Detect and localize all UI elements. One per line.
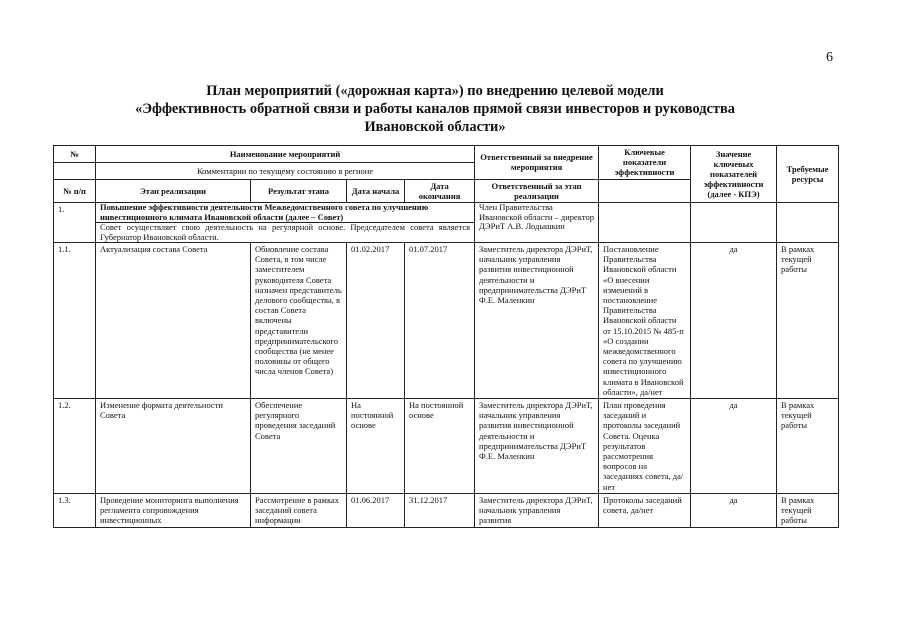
header-responsible: Ответственный за внедрение мероприятия (475, 146, 599, 180)
header-name: Наименование мероприятий (96, 146, 475, 163)
row-kpi-value: да (691, 399, 777, 494)
section-title: Повышение эффективности деятельности Межведомственного совета по улучшению инвестиционного климата Ивановской области (далее – Совет) (96, 203, 475, 223)
row-kpi: Постановление Правительства Ивановской области «О внесении изменений в постановление Правительства Ивановской области от 15.10.2015 № 485-п «О создании межведомственного совета по улучшению инвестиционного климата в Ивановской области», да/нет (599, 243, 691, 399)
section-kpi-empty (599, 203, 691, 243)
header-end: Дата окончания (405, 179, 475, 202)
row-responsible: Заместитель директора ДЭРиТ, начальник управления развития инвестиционной деятельности и предпринимательства ДЭРиТ Ф.Е. Маленкин (475, 399, 599, 494)
header-result: Результат этапа (251, 179, 347, 202)
row-responsible: Заместитель директора ДЭРиТ, начальник управления развития инвестиционной деятельности и предпринимательства ДЭРиТ Ф.Е. Маленкин (475, 243, 599, 399)
row-kpi: Протоколы заседаний совета, да/нет (599, 493, 691, 527)
row-start: На постоянной основе (347, 399, 405, 494)
page-number: 6 (826, 50, 833, 65)
header-resources: Требуемые ресурсы (777, 146, 839, 203)
row-stage: Актуализация состава Совета (96, 243, 251, 399)
section-no: 1. (54, 203, 96, 243)
row-responsible: Заместитель директора ДЭРиТ, начальник управления развития (475, 493, 599, 527)
header-no-pp: № п/п (54, 179, 96, 202)
row-kpi-value: да (691, 243, 777, 399)
header-comments: Комментарии по текущему состоянию в регионе (96, 162, 475, 179)
header-start: Дата начала (347, 179, 405, 202)
row-start: 01.02.2017 (347, 243, 405, 399)
header-stage: Этап реализации (96, 179, 251, 202)
title-line-2: «Эффективность обратной связи и работы каналов прямой связи инвесторов и руководства (135, 101, 735, 117)
row-kpi: План проведения заседаний и протоколы заседаний Совета. Оценка результатов рассмотрения вопросов на заседаниях совета, да/нет (599, 399, 691, 494)
row-no: 1.3. (54, 493, 96, 527)
header-kpi: Ключевые показатели эффективности (599, 146, 691, 180)
section-resources-empty (777, 203, 839, 243)
row-resources: В рамках текущей работы (777, 399, 839, 494)
row-resources: В рамках текущей работы (777, 243, 839, 399)
header-row-1 (54, 146, 839, 163)
table-row (54, 399, 839, 494)
row-no: 1.1. (54, 243, 96, 399)
section-kpi-value-empty (691, 203, 777, 243)
section-comment: Совет осуществляет свою деятельность на регулярной основе. Председателем совета является Губернатор Ивановской области. (96, 223, 475, 243)
header-no: № (54, 146, 96, 163)
table-row (54, 243, 839, 399)
row-no: 1.2. (54, 399, 96, 494)
header-kpi-empty (599, 179, 691, 202)
section-row (54, 203, 839, 223)
row-kpi-value: да (691, 493, 777, 527)
row-end: 01.07.2017 (405, 243, 475, 399)
header-stage-responsible: Ответственный за этап реализации (475, 179, 599, 202)
table-row (54, 493, 839, 527)
row-end: 31.12.2017 (405, 493, 475, 527)
roadmap-table (53, 145, 839, 528)
row-result: Обеспечение регулярного проведения заседаний Совета (251, 399, 347, 494)
header-kpi-value: Значение ключевых показателей эффективности (далее - КПЭ) (691, 146, 777, 203)
row-resources: В рамках текущей работы (777, 493, 839, 527)
row-stage: Проведение мониторинга выполнения регламента сопровождения инвестиционных (96, 493, 251, 527)
title-line-1: План мероприятий («дорожная карта») по внедрению целевой модели (206, 83, 664, 99)
section-responsible: Член Правительства Ивановской области – директор ДЭРиТ А.В. Лодышкин (475, 203, 599, 243)
row-stage: Изменение формата деятельности Совета (96, 399, 251, 494)
row-start: 01.06.2017 (347, 493, 405, 527)
document-title (110, 82, 760, 136)
title-line-3: Ивановской области» (364, 119, 506, 135)
row-result: Обновление состава Совета, в том числе заместителем руководителя Совета назначен представитель делового сообщества, в состав Совета включены представители предпринимательского сообщества (не менее половины от общего числа членов Совета) (251, 243, 347, 399)
header-empty-cell (54, 162, 96, 179)
row-end: На постоянной основе (405, 399, 475, 494)
row-result: Рассмотрение в рамках заседаний совета информации (251, 493, 347, 527)
